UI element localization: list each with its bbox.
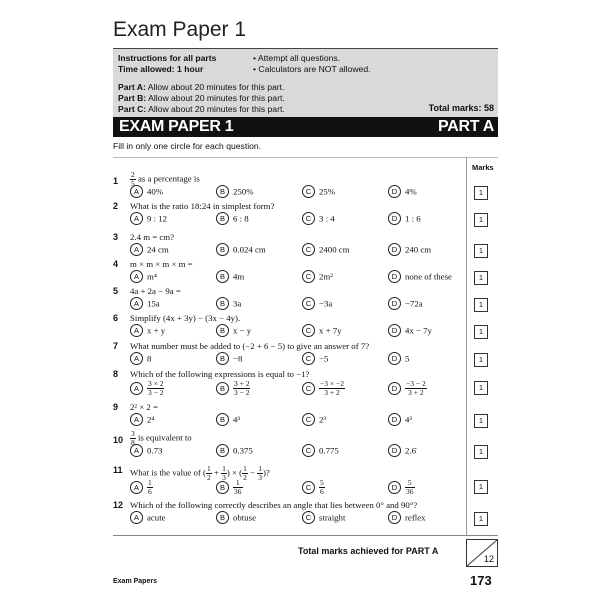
option-a-fraction: [147, 380, 164, 397]
option-a[interactable]: [130, 479, 153, 496]
option-b-circle[interactable]: B: [216, 297, 229, 310]
option-a-circle[interactable]: A: [130, 324, 143, 337]
question-text-body: as a percentage is: [137, 173, 200, 184]
expr-fraction-1-numerator: 1: [206, 464, 211, 473]
option-a-circle[interactable]: A: [130, 511, 143, 524]
mark-box: 1: [474, 213, 488, 227]
option-a-circle[interactable]: A: [130, 413, 143, 426]
option-b-value: −8: [233, 353, 243, 364]
question-number: 5: [113, 286, 119, 296]
option-c[interactable]: [302, 352, 328, 365]
option-c-value: −3a: [319, 298, 333, 309]
question-8: [113, 369, 463, 395]
question-9: [113, 402, 463, 428]
option-d-value: none of these: [405, 271, 452, 282]
option-b[interactable]: [216, 324, 251, 337]
option-b[interactable]: [216, 270, 244, 283]
expr-fraction-1: [206, 465, 212, 482]
option-d-value: 4%: [405, 186, 417, 197]
option-d[interactable]: [388, 511, 426, 524]
option-c-circle[interactable]: C: [302, 243, 315, 256]
question-number: 11: [113, 465, 123, 475]
banner-part: PART A: [438, 118, 494, 135]
option-d[interactable]: [388, 297, 423, 310]
question-text: [130, 232, 174, 242]
mark-box: 1: [474, 244, 488, 258]
option-d-circle[interactable]: D: [388, 212, 401, 225]
option-c-value: 25%: [319, 186, 336, 197]
option-a-circle[interactable]: A: [130, 212, 143, 225]
option-d[interactable]: [388, 380, 427, 397]
option-c-fraction-denominator: 3 + 2: [324, 388, 340, 397]
question-11: [113, 464, 463, 496]
option-c[interactable]: [302, 185, 335, 198]
option-c-circle[interactable]: C: [302, 270, 315, 283]
option-c[interactable]: [302, 212, 335, 225]
part-b-text: Allow about 20 minutes for this part.: [148, 93, 285, 103]
mark-box: 1: [474, 381, 488, 395]
question-text-body: 2² × 2 =: [130, 402, 158, 412]
question-2: [113, 201, 463, 227]
question-text: [130, 259, 193, 269]
instructions-panel: [113, 49, 498, 117]
option-a-circle[interactable]: A: [130, 297, 143, 310]
option-c-fraction-numerator: 5: [320, 478, 324, 487]
question-text-body: What is the ratio 18:24 in simplest form?: [130, 201, 275, 211]
option-d-fraction-numerator: −3 − 2: [406, 379, 426, 388]
question-number: 6: [113, 313, 119, 323]
option-d-circle[interactable]: D: [388, 511, 401, 524]
expr-fraction-2-denominator: 3: [222, 473, 226, 482]
option-b-value: 4m: [233, 271, 245, 282]
mark-box: 1: [474, 414, 488, 428]
option-d-value: reflex: [405, 512, 426, 523]
option-b[interactable]: [216, 243, 266, 256]
question-10: [113, 430, 463, 456]
question-text: [130, 369, 309, 379]
option-b-fraction-denominator: 3 − 2: [234, 388, 250, 397]
part-a-info: [118, 82, 284, 92]
option-b-value: 250%: [233, 186, 254, 197]
part-banner: [113, 117, 498, 137]
option-b-value: obtuse: [233, 512, 256, 523]
question-number: 3: [113, 232, 119, 242]
option-c-circle[interactable]: C: [302, 297, 315, 310]
option-a[interactable]: [130, 413, 154, 426]
option-a[interactable]: [130, 270, 157, 283]
bullet-attempt: • Attempt all questions.: [253, 53, 341, 63]
option-a-value: 24 cm: [147, 244, 169, 255]
question-text-body: Which of the following expressions is equal to −1?: [130, 369, 310, 379]
option-b-circle[interactable]: B: [216, 413, 229, 426]
option-b-value: x − y: [233, 325, 252, 336]
option-d-circle[interactable]: D: [388, 444, 401, 457]
question-text-body: Which of the following correctly describes an angle that lies between 0° and 90°?: [130, 500, 418, 510]
option-a-circle[interactable]: A: [130, 444, 143, 457]
part-a-key: Part A:: [118, 82, 146, 92]
option-b-circle[interactable]: B: [216, 352, 229, 365]
option-b-circle[interactable]: B: [216, 382, 229, 395]
option-a-value: 15a: [147, 298, 160, 309]
option-d-fraction-denominator: 3 + 2: [408, 388, 424, 397]
question-5: [113, 286, 463, 312]
option-d[interactable]: [388, 243, 431, 256]
option-c-circle[interactable]: C: [302, 212, 315, 225]
option-a[interactable]: [130, 212, 167, 225]
option-d-fraction-numerator: 5: [405, 479, 415, 488]
question-text: [130, 201, 274, 211]
question-number: 4: [113, 259, 119, 269]
option-d-circle[interactable]: D: [388, 352, 401, 365]
expr-fraction-3: [242, 465, 248, 482]
option-c[interactable]: [302, 479, 325, 496]
option-d[interactable]: [388, 352, 409, 365]
part-c-info: [118, 104, 285, 114]
total-box: [466, 539, 498, 567]
option-c-value: x + 7y: [319, 325, 342, 336]
option-b-fraction: [233, 380, 250, 397]
question-text: [130, 286, 181, 296]
option-c[interactable]: [302, 444, 339, 457]
option-a-fraction-numerator: 1: [148, 478, 152, 487]
expr-fraction-4: [257, 465, 263, 482]
mark-box: 1: [474, 325, 488, 339]
instructions-heading: Instructions for all parts: [118, 53, 217, 63]
option-c-circle[interactable]: C: [302, 481, 315, 494]
question-fraction-numerator: 2: [131, 170, 135, 179]
option-a[interactable]: [130, 297, 160, 310]
option-c[interactable]: [302, 324, 342, 337]
option-a[interactable]: [130, 185, 163, 198]
mark-box: 1: [474, 353, 488, 367]
option-d-circle[interactable]: D: [388, 297, 401, 310]
expr-fraction-4-numerator: 1: [258, 464, 262, 473]
question-text-pre: What is the value of: [130, 467, 201, 478]
mark-box: 1: [474, 298, 488, 312]
total-divider: [113, 535, 498, 536]
option-a-fraction-denominator: 6: [148, 487, 152, 496]
option-b[interactable]: [216, 212, 249, 225]
option-d-value: 5: [405, 353, 410, 364]
part-c-key: Part C:: [118, 104, 147, 114]
question-text-body: What number must be added to (−2 + 6 − 5) to give an answer of 7?: [130, 341, 370, 351]
option-a-circle[interactable]: A: [130, 185, 143, 198]
mark-box: 1: [474, 186, 488, 200]
option-c[interactable]: [302, 270, 333, 283]
option-b[interactable]: [216, 479, 243, 496]
option-a-value: 0.73: [147, 445, 163, 456]
question-number: 8: [113, 369, 119, 379]
option-d-value: 1 : 6: [405, 213, 421, 224]
option-b-circle[interactable]: B: [216, 270, 229, 283]
fill-instruction: Fill in only one circle for each question.: [113, 141, 262, 151]
question-number: 2: [113, 201, 119, 211]
option-a-circle[interactable]: A: [130, 382, 143, 395]
option-c-fraction-numerator: −3 × −2: [320, 379, 344, 388]
question-text-body: Simplify (4x + 3y) − (3x − 4y).: [130, 313, 241, 323]
option-b[interactable]: [216, 352, 242, 365]
option-d[interactable]: [388, 324, 432, 337]
question-text: [130, 313, 240, 323]
footer-section: Exam Papers: [113, 578, 157, 585]
option-d[interactable]: [388, 444, 416, 457]
question-fraction-denominator: 8: [131, 438, 135, 447]
option-d[interactable]: [388, 413, 412, 426]
option-a-value: 40%: [147, 186, 164, 197]
option-a-circle[interactable]: A: [130, 270, 143, 283]
option-c[interactable]: [302, 243, 350, 256]
option-a[interactable]: [130, 324, 165, 337]
option-b[interactable]: [216, 297, 241, 310]
option-d[interactable]: [388, 479, 415, 496]
question-number: 12: [113, 500, 124, 510]
option-c-value: 2m²: [319, 271, 333, 282]
question-text: [130, 341, 369, 351]
total-value: 12: [483, 554, 494, 564]
section-divider: [113, 157, 498, 158]
option-b-value: 0.375: [233, 445, 253, 456]
bullet-calculators-text: Calculators are NOT allowed.: [258, 64, 371, 74]
bullet-attempt-text: Attempt all questions.: [257, 53, 341, 63]
option-c-fraction: [319, 479, 325, 496]
option-b-value: 4³: [233, 414, 241, 425]
option-b-circle[interactable]: B: [216, 212, 229, 225]
option-d-value: −72a: [405, 298, 423, 309]
question-number: 9: [113, 402, 119, 412]
part-b-key: Part B:: [118, 93, 147, 103]
part-c-text: Allow about 20 minutes for this part.: [148, 104, 285, 114]
option-c[interactable]: [302, 297, 332, 310]
option-b-circle[interactable]: B: [216, 324, 229, 337]
option-a-value: acute: [147, 512, 166, 523]
total-label: Total marks achieved for PART A: [298, 546, 439, 556]
page-title: Exam Paper 1: [113, 18, 247, 41]
option-c-circle[interactable]: C: [302, 185, 315, 198]
question-number: 10: [113, 435, 124, 445]
option-a-circle[interactable]: A: [130, 243, 143, 256]
option-a-value: 9 : 12: [147, 213, 168, 224]
option-b-value: 6 : 8: [233, 213, 249, 224]
option-c-value: 0.775: [319, 445, 339, 456]
option-a-circle[interactable]: A: [130, 352, 143, 365]
option-a-value: 2⁴: [147, 414, 155, 425]
option-c-value: straight: [319, 512, 346, 523]
question-text-post: ?: [265, 467, 270, 478]
mark-box: 1: [474, 445, 488, 459]
option-a-circle[interactable]: A: [130, 481, 143, 494]
option-d[interactable]: [388, 185, 417, 198]
option-b[interactable]: [216, 413, 240, 426]
option-c-fraction: [319, 380, 345, 397]
option-b[interactable]: [216, 511, 256, 524]
option-c[interactable]: [302, 380, 345, 397]
option-a-fraction-denominator: 3 − 2: [148, 388, 164, 397]
option-a[interactable]: [130, 380, 164, 397]
option-a[interactable]: [130, 444, 162, 457]
option-d-circle[interactable]: D: [388, 413, 401, 426]
option-b-fraction-numerator: 3 + 2: [234, 379, 250, 388]
option-d-value: 4³: [405, 414, 413, 425]
question-4: [113, 259, 463, 285]
option-d-circle[interactable]: D: [388, 382, 401, 395]
option-a-value: 8: [147, 353, 152, 364]
option-c-circle[interactable]: C: [302, 352, 315, 365]
question-number: 7: [113, 341, 119, 351]
option-b-fraction-denominator: 36: [234, 487, 242, 496]
mark-box: 1: [474, 271, 488, 285]
mark-box: 1: [474, 480, 488, 494]
question-text-body: m × m × m × m =: [130, 259, 193, 269]
option-d-value: 240 cm: [405, 244, 432, 255]
marks-header: Marks: [472, 163, 494, 172]
option-b-circle[interactable]: B: [216, 481, 229, 494]
question-text-body: 2.4 m = cm?: [130, 232, 175, 242]
question-text: [130, 402, 158, 412]
option-d-circle[interactable]: D: [388, 185, 401, 198]
option-a[interactable]: [130, 243, 169, 256]
option-c-value: −5: [319, 353, 329, 364]
question-fraction-numerator: 3: [131, 429, 135, 438]
option-c-value: 2³: [319, 414, 327, 425]
part-b-info: [118, 93, 285, 103]
question-fraction-denominator: 5: [131, 179, 135, 188]
option-c-circle[interactable]: C: [302, 511, 315, 524]
option-d-fraction-denominator: 36: [406, 487, 414, 496]
banner-title: EXAM PAPER 1: [119, 118, 234, 135]
option-b-value: 3a: [233, 298, 242, 309]
expr-fraction-3-denominator: 2: [243, 473, 247, 482]
option-d[interactable]: [388, 212, 421, 225]
option-a[interactable]: [130, 511, 166, 524]
expr-fraction-2-numerator: 1: [222, 464, 226, 473]
question-1: [113, 171, 463, 197]
option-b[interactable]: [216, 185, 254, 198]
option-d-circle[interactable]: D: [388, 243, 401, 256]
total-marks: Total marks: 58: [428, 103, 494, 113]
option-b-fraction-numerator: 1: [233, 479, 243, 488]
option-d-fraction: [405, 479, 415, 496]
option-b-circle[interactable]: B: [216, 243, 229, 256]
option-b[interactable]: [216, 380, 250, 397]
expr-fraction-4-denominator: 3: [258, 473, 262, 482]
option-d[interactable]: [388, 270, 452, 283]
part-a-text: Allow about 20 minutes for this part.: [147, 82, 285, 92]
option-c-value: 2400 cm: [319, 244, 350, 255]
question-3: [113, 232, 463, 258]
question-number: 1: [113, 176, 119, 186]
mark-box: 1: [474, 512, 488, 526]
option-a-value: m⁴: [147, 271, 157, 282]
option-a-fraction: [147, 479, 153, 496]
option-c-circle[interactable]: C: [302, 324, 315, 337]
question-12: [113, 500, 463, 526]
option-b-circle[interactable]: B: [216, 185, 229, 198]
option-b-circle[interactable]: B: [216, 444, 229, 457]
option-c-circle[interactable]: C: [302, 444, 315, 457]
option-b-value: 0.024 cm: [233, 244, 266, 255]
bullet-calculators: • Calculators are NOT allowed.: [253, 64, 371, 74]
time-allowed: Time allowed: 1 hour: [118, 64, 204, 74]
option-b-fraction: [233, 479, 243, 496]
option-a-fraction-numerator: 3 × 2: [148, 379, 164, 388]
question-text: What is the value of ( $\frac{1}{2}$ + $\frac{1}{3}$ ) × ( $\frac{1}{2}$ − $\frac{1}{3}$ )?: [130, 464, 270, 482]
option-d-circle[interactable]: D: [388, 324, 401, 337]
question-text-body: is equivalent to: [137, 432, 192, 443]
question-text: [130, 500, 417, 510]
option-c[interactable]: [302, 413, 326, 426]
option-b[interactable]: [216, 444, 253, 457]
option-d-fraction: [405, 380, 427, 397]
option-d-value: 2.6̇: [405, 445, 416, 456]
expr-fraction-1-denominator: 2: [206, 473, 211, 482]
question-text-body: 4a + 2a − 9a =: [130, 286, 181, 296]
option-c-circle[interactable]: C: [302, 382, 315, 395]
option-d-value: 4x − 7y: [405, 325, 432, 336]
option-c-fraction-denominator: 6: [320, 487, 324, 496]
expr-fraction-3-numerator: 1: [243, 464, 247, 473]
option-d-circle[interactable]: D: [388, 481, 401, 494]
question-7: [113, 341, 463, 367]
option-c[interactable]: [302, 511, 345, 524]
option-c-circle[interactable]: C: [302, 413, 315, 426]
question-6: [113, 313, 463, 339]
option-d-circle[interactable]: D: [388, 270, 401, 283]
page-number: 173: [470, 573, 492, 588]
option-a-value: x + y: [147, 325, 166, 336]
option-a[interactable]: [130, 352, 151, 365]
option-b-circle[interactable]: B: [216, 511, 229, 524]
option-c-value: 3 : 4: [319, 213, 335, 224]
